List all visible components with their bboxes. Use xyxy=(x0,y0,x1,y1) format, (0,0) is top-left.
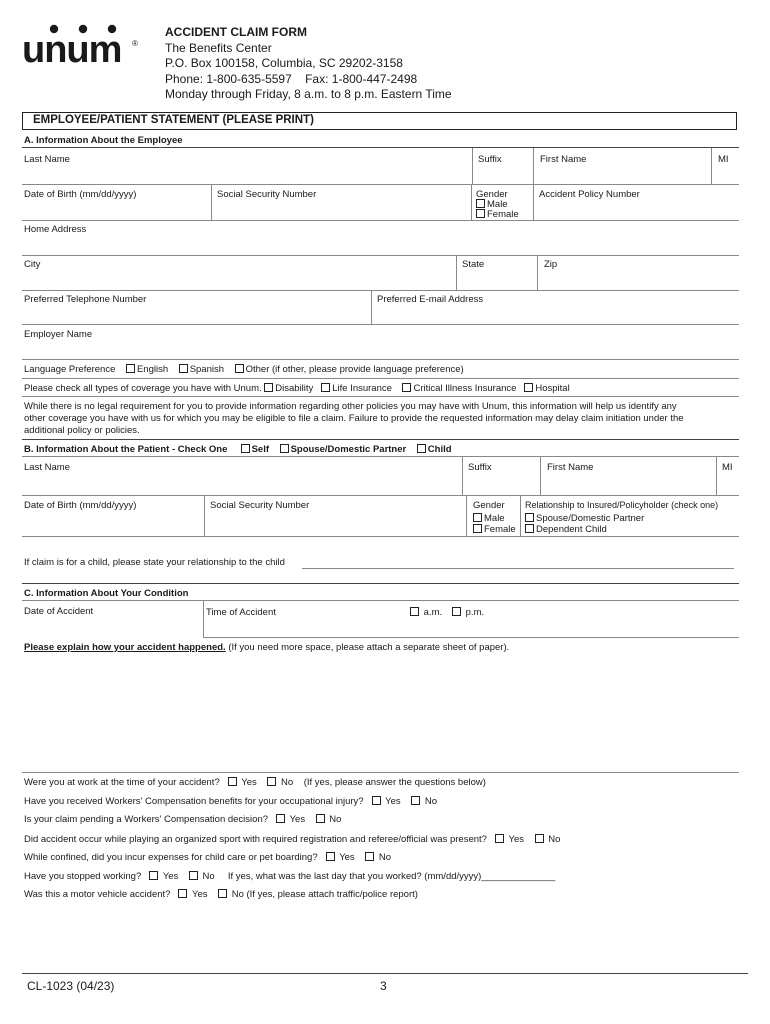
label-dob: Date of Birth (mm/dd/yyyy) xyxy=(24,189,137,200)
checkbox-yes[interactable]: Yes xyxy=(326,852,355,863)
disclaimer-line: other coverage you have with us for which you may be eligible to file a claim. Failure to provide the requested information may delay claim initiation under the xyxy=(24,413,684,424)
checkbox-yes[interactable]: Yes xyxy=(372,796,401,807)
checkbox-yes[interactable]: Yes xyxy=(276,814,305,825)
unum-logo xyxy=(20,22,145,68)
form-title: ACCIDENT CLAIM FORM xyxy=(165,25,307,39)
header-line: The Benefits Center xyxy=(165,40,272,55)
label-patient-dob: Date of Birth (mm/dd/yyyy) xyxy=(24,500,137,511)
label-suffix: Suffix xyxy=(478,154,502,165)
section-c-title: C. Information About Your Condition xyxy=(24,588,189,599)
label-child-relationship: If claim is for a child, please state your relationship to the child xyxy=(24,557,285,568)
header-line: Monday through Friday, 8 a.m. to 8 p.m. Eastern Time xyxy=(165,87,452,101)
checkbox-life[interactable]: Life Insurance xyxy=(321,383,392,394)
explanation-area[interactable] xyxy=(22,656,739,772)
checkbox-no[interactable]: No xyxy=(189,871,215,882)
label-patient-mi: MI xyxy=(722,462,733,473)
checkbox-patient-male[interactable]: Male xyxy=(473,513,505,524)
label-phone: Preferred Telephone Number xyxy=(24,294,147,305)
checkbox-yes[interactable]: Yes xyxy=(495,834,524,845)
label-policy-number: Accident Policy Number xyxy=(539,189,640,200)
label-first-name: First Name xyxy=(540,154,587,165)
label-employer: Employer Name xyxy=(24,329,93,340)
label-city: City xyxy=(24,259,41,270)
header-line: P.O. Box 100158, Columbia, SC 29202-3158 xyxy=(165,56,403,70)
checkbox-icon xyxy=(476,209,485,218)
checkbox-no[interactable]: No (If yes, please attach traffic/police report) xyxy=(218,889,418,900)
label-mi: MI xyxy=(718,154,729,165)
question-row: Were you at work at the time of your accident? Yes No (If yes, please answer the questions below) xyxy=(24,777,486,788)
label-time-accident: Time of Accident xyxy=(206,607,276,618)
label-zip: Zip xyxy=(544,259,558,270)
checkbox-no[interactable]: No xyxy=(411,796,437,807)
checkbox-yes[interactable]: Yes xyxy=(149,871,178,882)
form-code: CL-1023 (04/23) xyxy=(27,979,115,993)
label-ssn: Social Security Number xyxy=(217,189,317,200)
checkbox-child[interactable]: Child xyxy=(417,444,452,455)
checkbox-no[interactable]: No xyxy=(316,814,342,825)
checkbox-disability[interactable]: Disability xyxy=(264,383,313,394)
question-row: Is your claim pending a Workers' Compensation decision? Yes No xyxy=(24,814,342,825)
label-patient-suffix: Suffix xyxy=(468,462,492,473)
svg-text:®: ® xyxy=(132,39,138,48)
checkbox-other-language[interactable]: Other (if other, please provide language preference) xyxy=(235,364,464,375)
label-patient-gender: Gender xyxy=(473,500,505,511)
statement-banner: EMPLOYEE/PATIENT STATEMENT (PLEASE PRINT) xyxy=(22,112,737,130)
logo-text: unum xyxy=(22,29,122,68)
label-home-address: Home Address xyxy=(24,224,87,235)
question-row: Was this a motor vehicle accident? Yes No (If yes, please attach traffic/police report) xyxy=(24,889,418,900)
checkbox-pm[interactable]: p.m. xyxy=(452,607,484,618)
section-b-row: B. Information About the Patient - Check One Self Spouse/Domestic Partner Child xyxy=(24,444,452,455)
checkbox-yes[interactable]: Yes xyxy=(228,777,257,788)
checkbox-no[interactable]: No xyxy=(267,777,293,788)
label-date-accident: Date of Accident xyxy=(24,606,94,617)
checkbox-rel-child[interactable]: Dependent Child xyxy=(525,524,607,535)
header-block xyxy=(165,25,452,103)
label-patient-last-name: Last Name xyxy=(24,462,70,473)
checkbox-am[interactable]: a.m. xyxy=(410,607,442,618)
page-number: 3 xyxy=(380,979,387,993)
label-relationship: Relationship to Insured/Policyholder (check one) xyxy=(525,500,719,510)
language-row: Language Preference English Spanish Other (if other, please provide language preference) xyxy=(24,364,464,375)
label-state: State xyxy=(462,259,485,270)
checkbox-no[interactable]: No xyxy=(365,852,391,863)
checkbox-female[interactable]: Female xyxy=(476,209,519,220)
label-patient-first-name: First Name xyxy=(547,462,594,473)
explain-prompt: Please explain how your accident happened. (If you need more space, please attach a separate sheet of paper). xyxy=(24,642,510,653)
disclaimer-line: While there is no legal requirement for you to provide information regarding other policies you may have with Unum, this information will help us identify any xyxy=(24,401,677,412)
checkbox-rel-spouse[interactable]: Spouse/Domestic Partner xyxy=(525,513,644,524)
label-patient-ssn: Social Security Number xyxy=(210,500,310,511)
disclaimer-line: additional policy or policies. xyxy=(24,425,140,436)
section-a-title: A. Information About the Employee xyxy=(24,135,183,146)
checkbox-self[interactable]: Self xyxy=(241,444,269,455)
checkbox-yes[interactable]: Yes xyxy=(178,889,207,900)
checkbox-spanish[interactable]: Spanish xyxy=(179,364,224,375)
question-row: Did accident occur while playing an organized sport with required registration and referee/official was present? Yes No xyxy=(24,834,561,845)
checkbox-no[interactable]: No xyxy=(535,834,561,845)
label-gender: Gender xyxy=(476,189,508,200)
question-row: Have you received Workers' Compensation benefits for your occupational injury? Yes No xyxy=(24,796,438,807)
checkbox-icon xyxy=(476,199,485,208)
checkbox-critical-illness[interactable]: Critical Illness Insurance xyxy=(402,383,516,394)
checkbox-spouse[interactable]: Spouse/Domestic Partner xyxy=(280,444,407,455)
label-last-name: Last Name xyxy=(24,154,70,165)
header-line: Phone: 1-800-635-5597 Fax: 1-800-447-2498 xyxy=(165,71,418,86)
coverage-row: Please check all types of coverage you have with Unum. Disability Life Insurance Critical Illness Insurance Hospital xyxy=(24,383,570,394)
checkbox-hospital[interactable]: Hospital xyxy=(524,383,569,394)
question-row: Have you stopped working? Yes No If yes, what was the last day that you worked? (mm/dd/yyyy)______________ xyxy=(24,871,556,882)
checkbox-patient-female[interactable]: Female xyxy=(473,524,516,535)
label-email: Preferred E-mail Address xyxy=(377,294,484,305)
checkbox-male[interactable]: Male xyxy=(476,199,508,210)
question-row: While confined, did you incur expenses for child care or pet boarding? Yes No xyxy=(24,852,392,863)
checkbox-english[interactable]: English xyxy=(126,364,168,375)
